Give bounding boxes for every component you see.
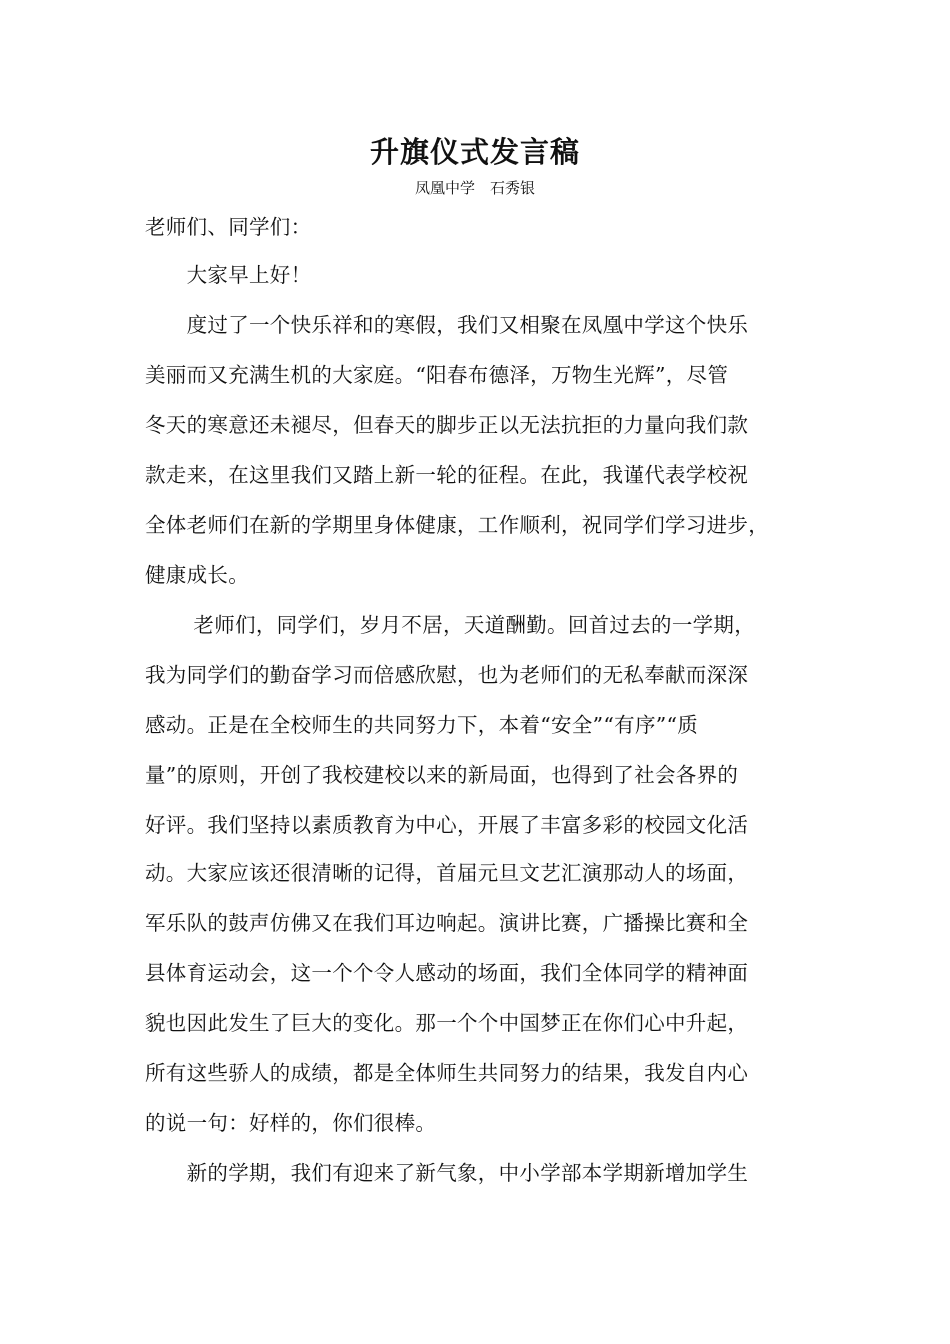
text-line: 新的学期，我们有迎来了新气象，中小学部本学期新增加学生 [145,1161,749,1185]
text-line: 款走来，在这里我们又踏上新一轮的征程。在此，我谨代表学校祝 [145,463,749,487]
text-line: 动。大家应该还很清晰的记得，首届元旦文艺汇演那动人的场面， [145,861,749,885]
text-line: 老师们，同学们，岁月不居，天道酬勤。回首过去的一学期， [145,613,756,637]
text-line: 貌也因此发生了巨大的变化。那一个个中国梦正在你们心中升起， [145,1011,749,1035]
text-line: 美丽而又充满生机的大家庭。“阳春布德泽，万物生光辉”，尽管 [145,363,729,387]
text-line: 全体老师们在新的学期里身体健康，工作顺利，祝同学们学习进步， [145,513,769,537]
text-line: 军乐队的鼓声仿佛又在我们耳边响起。演讲比赛，广播操比赛和全 [145,911,749,935]
text-line: 量”的原则，开创了我校建校以来的新局面，也得到了社会各界的 [145,763,739,787]
author-byline: 凤凰中学 石秀银 [414,179,535,197]
text-line: 所有这些骄人的成绩，都是全体师生共同努力的结果，我发自内心 [145,1061,749,1085]
text-line: 感动。正是在全校师生的共同努力下，本着“安全”“有序”“质 [145,713,699,737]
text-line: 老师们、同学们： [145,215,312,239]
text-line: 健康成长。 [145,563,249,587]
text-line: 县体育运动会，这一个个令人感动的场面，我们全体同学的精神面 [145,961,749,985]
text-line: 度过了一个快乐祥和的寒假，我们又相聚在凤凰中学这个快乐 [145,313,749,337]
text-line: 我为同学们的勤奋学习而倍感欣慰，也为老师们的无私奉献而深深 [145,663,749,687]
text-line: 大家早上好！ [145,263,312,287]
text-line: 好评。我们坚持以素质教育为中心，开展了丰富多彩的校园文化活 [145,813,749,837]
text-line: 的说一句：好样的，你们很棒。 [145,1111,437,1135]
text-line: 冬天的寒意还未褪尽，但春天的脚步正以无法抗拒的力量向我们款 [145,413,749,437]
page-title: 升旗仪式发言稿 [369,135,580,169]
